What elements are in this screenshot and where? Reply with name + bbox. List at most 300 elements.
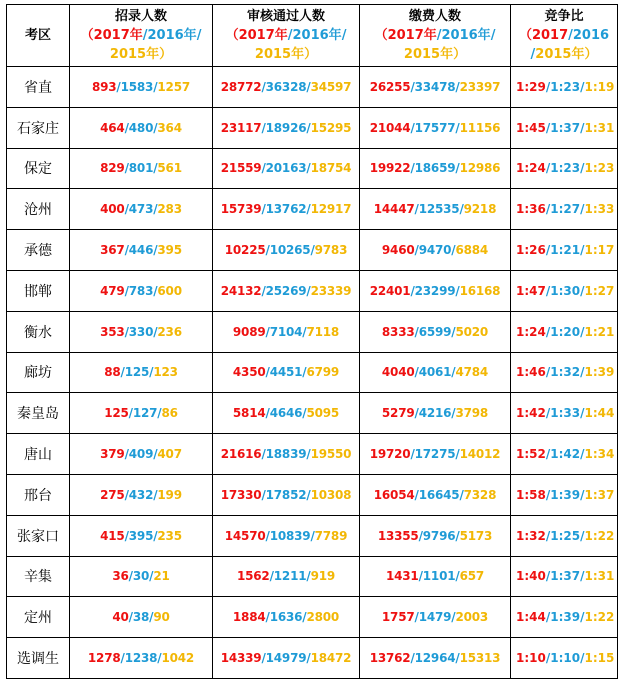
separator: / <box>306 202 311 217</box>
separator: / <box>261 202 266 217</box>
paid-cell <box>360 393 511 434</box>
paid-value-2017: 19922 <box>369 161 411 176</box>
recruitment-table <box>6 4 618 679</box>
recruit-value-2015: 407 <box>157 447 182 462</box>
separator: / <box>153 487 158 502</box>
ratio-value-2017: 1:47 <box>516 283 546 298</box>
paid-value-2015: 16168 <box>459 283 501 298</box>
separator: / <box>120 365 125 380</box>
paid-cell <box>360 230 511 271</box>
separator: / <box>451 243 456 258</box>
recruit-value-2016: 125 <box>124 365 150 380</box>
separator: / <box>580 120 585 135</box>
approved-value-2016: 17852 <box>265 487 307 502</box>
recruit-value-2017: 479 <box>100 283 125 298</box>
recruit-value-2016: 432 <box>128 487 154 502</box>
separator: / <box>580 79 585 94</box>
ratio-value-2017: 1:26 <box>516 243 546 258</box>
ratio-value-2015: 1:31 <box>584 120 615 135</box>
approved-value-2017: 14339 <box>220 651 262 666</box>
separator: / <box>580 569 585 584</box>
paid-value-2015: 7328 <box>463 487 497 502</box>
separator: / <box>265 365 270 380</box>
ratio-value-2016: 1:23 <box>550 79 581 94</box>
separator: / <box>306 651 311 666</box>
paid-value-2017: 5279 <box>381 406 415 421</box>
separator: / <box>261 161 266 176</box>
ratio-value-2015: 1:21 <box>584 324 615 339</box>
separator: / <box>451 324 456 339</box>
approved-cell <box>213 515 360 556</box>
region-cell: 张家口 <box>7 515 70 556</box>
ratio-value-2015: 1:23 <box>584 161 615 176</box>
recruit-value-2016: 38 <box>132 610 150 625</box>
recruit-value-2015: 1257 <box>157 79 191 94</box>
separator: / <box>153 79 158 94</box>
table-row <box>7 597 618 638</box>
separator: / <box>153 243 158 258</box>
separator: / <box>124 283 129 298</box>
separator: / <box>149 569 154 584</box>
ratio-value-2016: 1:32 <box>550 365 581 380</box>
ratio-value-2016: 1:10 <box>550 651 581 666</box>
paid-value-2015: 15313 <box>459 651 501 666</box>
approved-value-2016: 18839 <box>265 447 307 462</box>
paid-value-2016: 23299 <box>414 283 456 298</box>
region-cell: 石家庄 <box>7 107 70 148</box>
recruit-value-2016: 473 <box>128 202 154 217</box>
separator: / <box>153 161 158 176</box>
separator: / <box>455 120 460 135</box>
table-row <box>7 230 618 271</box>
ratio-cell <box>511 311 618 352</box>
recruit-cell <box>70 148 213 189</box>
approved-value-2015: 5095 <box>306 406 340 421</box>
separator: / <box>124 202 129 217</box>
ratio-cell <box>511 515 618 556</box>
approved-value-2015: 7118 <box>306 324 340 339</box>
recruit-value-2016: 446 <box>128 243 154 258</box>
separator: / <box>580 406 585 421</box>
paid-value-2016: 4061 <box>418 365 452 380</box>
approved-value-2017: 1884 <box>232 610 266 625</box>
approved-value-2016: 7104 <box>269 324 303 339</box>
ratio-value-2017: 1:44 <box>516 610 546 625</box>
paid-value-2017: 16054 <box>373 487 415 502</box>
paid-value-2016: 16645 <box>418 487 460 502</box>
ratio-value-2015: 1:31 <box>584 569 615 584</box>
separator: / <box>580 202 585 217</box>
approved-value-2016: 20163 <box>265 161 307 176</box>
ratio-value-2016: 1:39 <box>550 487 581 502</box>
separator: / <box>455 283 460 298</box>
separator: / <box>128 610 133 625</box>
region-cell: 省直 <box>7 67 70 108</box>
separator: / <box>306 161 311 176</box>
separator: / <box>124 447 129 462</box>
paid-cell <box>360 597 511 638</box>
paid-value-2017: 21044 <box>369 120 411 135</box>
paid-cell <box>360 556 511 597</box>
separator: / <box>306 447 311 462</box>
separator: / <box>261 79 266 94</box>
separator: / <box>124 324 129 339</box>
recruit-value-2017: 40 <box>112 610 129 625</box>
recruit-value-2015: 199 <box>157 487 182 502</box>
recruit-value-2017: 36 <box>112 569 129 584</box>
paid-value-2015: 14012 <box>459 447 501 462</box>
recruit-cell <box>70 515 213 556</box>
recruit-cell <box>70 597 213 638</box>
separator: / <box>580 283 585 298</box>
separator: / <box>414 610 419 625</box>
approved-value-2017: 9089 <box>232 324 266 339</box>
paid-value-2017: 8333 <box>381 324 415 339</box>
ratio-cell <box>511 230 618 271</box>
ratio-value-2016: 1:39 <box>550 610 581 625</box>
paid-value-2016: 17577 <box>414 120 456 135</box>
separator: / <box>265 324 270 339</box>
recruit-cell <box>70 189 213 230</box>
recruit-value-2016: 409 <box>128 447 154 462</box>
approved-cell <box>213 67 360 108</box>
paid-value-2016: 18659 <box>414 161 456 176</box>
paid-value-2017: 4040 <box>381 365 415 380</box>
separator: / <box>418 528 423 543</box>
separator: / <box>124 120 129 135</box>
separator: / <box>545 651 551 666</box>
recruit-cell <box>70 434 213 475</box>
separator: / <box>261 447 266 462</box>
separator: / <box>128 406 133 421</box>
ratio-value-2016: 1:23 <box>550 161 581 176</box>
recruit-cell <box>70 352 213 393</box>
paid-cell <box>360 311 511 352</box>
table-row <box>7 311 618 352</box>
recruit-value-2016: 801 <box>128 161 154 176</box>
separator: / <box>545 243 551 258</box>
paid-value-2016: 33478 <box>414 79 456 94</box>
separator: / <box>410 120 415 135</box>
approved-value-2016: 18926 <box>265 120 307 135</box>
separator: / <box>149 365 154 380</box>
header-region: 考区 <box>7 5 70 67</box>
separator: / <box>414 406 419 421</box>
region-cell: 保定 <box>7 148 70 189</box>
separator: / <box>455 528 460 543</box>
ratio-value-2017: 1:58 <box>516 487 546 502</box>
separator: / <box>451 406 456 421</box>
approved-value-2017: 28772 <box>220 79 262 94</box>
approved-cell <box>213 597 360 638</box>
paid-value-2015: 657 <box>459 569 485 584</box>
separator: / <box>418 569 423 584</box>
approved-cell <box>213 270 360 311</box>
separator: / <box>124 487 129 502</box>
paid-cell <box>360 474 511 515</box>
table-row <box>7 515 618 556</box>
separator: / <box>459 487 464 502</box>
paid-cell <box>360 515 511 556</box>
recruit-value-2017: 415 <box>100 528 125 543</box>
separator: / <box>306 79 311 94</box>
approved-value-2016: 13762 <box>265 202 307 217</box>
separator: / <box>153 447 158 462</box>
approved-cell <box>213 556 360 597</box>
recruit-value-2016: 1238 <box>124 651 158 666</box>
ratio-cell <box>511 270 618 311</box>
recruit-value-2015: 235 <box>157 528 182 543</box>
separator: / <box>149 610 154 625</box>
ratio-value-2015: 1:37 <box>584 487 615 502</box>
table-row <box>7 270 618 311</box>
ratio-value-2015: 1:22 <box>584 610 615 625</box>
separator: / <box>116 79 121 94</box>
ratio-value-2017: 1:24 <box>516 161 546 176</box>
approved-value-2015: 9783 <box>314 243 348 258</box>
separator: / <box>269 569 274 584</box>
approved-value-2017: 17330 <box>220 487 262 502</box>
separator: / <box>153 202 158 217</box>
approved-value-2016: 4451 <box>269 365 303 380</box>
separator: / <box>302 610 307 625</box>
approved-value-2015: 12917 <box>310 202 352 217</box>
approved-value-2016: 1636 <box>269 610 303 625</box>
separator: / <box>153 283 158 298</box>
paid-value-2016: 17275 <box>414 447 456 462</box>
ratio-value-2017: 1:40 <box>516 569 546 584</box>
separator: / <box>545 120 551 135</box>
ratio-value-2016: 1:25 <box>550 528 581 543</box>
recruit-value-2017: 400 <box>100 202 125 217</box>
paid-value-2016: 1479 <box>418 610 452 625</box>
approved-value-2017: 5814 <box>232 406 266 421</box>
paid-value-2017: 13355 <box>377 528 419 543</box>
separator: / <box>580 528 585 543</box>
paid-value-2017: 9460 <box>381 243 415 258</box>
approved-value-2016: 4646 <box>269 406 303 421</box>
ratio-value-2015: 1:44 <box>584 406 615 421</box>
recruit-cell <box>70 556 213 597</box>
paid-cell <box>360 352 511 393</box>
ratio-value-2016: 1:37 <box>550 569 581 584</box>
separator: / <box>261 487 266 502</box>
region-cell: 邢台 <box>7 474 70 515</box>
ratio-value-2016: 1:20 <box>550 324 581 339</box>
paid-value-2016: 6599 <box>418 324 452 339</box>
header-recruit: 招录人数 （2017年/2016年/ 2015年） <box>70 5 213 67</box>
recruit-value-2015: 90 <box>153 610 170 625</box>
separator: / <box>545 79 551 94</box>
region-cell: 选调生 <box>7 638 70 679</box>
approved-value-2017: 4350 <box>232 365 266 380</box>
paid-value-2017: 1431 <box>385 569 419 584</box>
paid-value-2015: 2003 <box>455 610 489 625</box>
separator: / <box>306 569 311 584</box>
separator: / <box>153 120 158 135</box>
separator: / <box>580 365 585 380</box>
ratio-value-2016: 1:37 <box>550 120 581 135</box>
region-cell: 邯郸 <box>7 270 70 311</box>
approved-cell <box>213 474 360 515</box>
recruit-value-2017: 88 <box>104 365 121 380</box>
separator: / <box>455 651 460 666</box>
region-cell: 衡水 <box>7 311 70 352</box>
separator: / <box>265 406 270 421</box>
approved-value-2015: 6799 <box>306 365 340 380</box>
separator: / <box>451 365 456 380</box>
recruit-value-2016: 30 <box>132 569 150 584</box>
separator: / <box>455 161 460 176</box>
paid-value-2015: 9218 <box>463 202 497 217</box>
recruit-cell <box>70 230 213 271</box>
separator: / <box>306 283 311 298</box>
approved-value-2017: 21616 <box>220 447 262 462</box>
approved-cell <box>213 311 360 352</box>
ratio-value-2015: 1:17 <box>584 243 615 258</box>
approved-cell <box>213 107 360 148</box>
paid-value-2016: 12964 <box>414 651 456 666</box>
approved-value-2017: 14570 <box>224 528 266 543</box>
table-row <box>7 352 618 393</box>
approved-value-2016: 14979 <box>265 651 307 666</box>
paid-value-2015: 4784 <box>455 365 489 380</box>
approved-value-2015: 18754 <box>310 161 352 176</box>
recruit-value-2016: 480 <box>128 120 154 135</box>
separator: / <box>580 651 585 666</box>
recruit-cell <box>70 638 213 679</box>
ratio-cell <box>511 434 618 475</box>
separator: / <box>580 161 585 176</box>
ratio-value-2015: 1:34 <box>584 447 615 462</box>
paid-value-2015: 6884 <box>455 243 489 258</box>
separator: / <box>153 324 158 339</box>
table-row <box>7 556 618 597</box>
separator: / <box>120 651 125 666</box>
approved-cell <box>213 189 360 230</box>
ratio-cell <box>511 556 618 597</box>
ratio-value-2017: 1:36 <box>516 202 546 217</box>
separator: / <box>459 202 464 217</box>
paid-value-2017: 19720 <box>369 447 411 462</box>
paid-value-2016: 4216 <box>418 406 452 421</box>
ratio-value-2017: 1:52 <box>516 447 546 462</box>
separator: / <box>306 120 311 135</box>
approved-value-2015: 2800 <box>306 610 340 625</box>
ratio-value-2015: 1:39 <box>584 365 615 380</box>
recruit-cell <box>70 270 213 311</box>
separator: / <box>157 406 162 421</box>
recruit-cell <box>70 393 213 434</box>
paid-cell <box>360 107 511 148</box>
separator: / <box>414 365 419 380</box>
table-row <box>7 148 618 189</box>
region-cell: 辛集 <box>7 556 70 597</box>
ratio-cell <box>511 393 618 434</box>
separator: / <box>545 610 551 625</box>
separator: / <box>124 528 129 543</box>
approved-cell <box>213 393 360 434</box>
separator: / <box>302 365 307 380</box>
recruit-value-2017: 367 <box>100 243 125 258</box>
paid-value-2016: 12535 <box>418 202 460 217</box>
recruit-value-2016: 395 <box>128 528 154 543</box>
approved-value-2016: 1211 <box>273 569 307 584</box>
ratio-value-2015: 1:19 <box>584 79 615 94</box>
ratio-value-2016: 1:21 <box>550 243 581 258</box>
region-cell: 廊坊 <box>7 352 70 393</box>
ratio-value-2015: 1:33 <box>584 202 615 217</box>
region-cell: 沧州 <box>7 189 70 230</box>
separator: / <box>455 569 460 584</box>
approved-value-2015: 23339 <box>310 283 352 298</box>
separator: / <box>410 79 415 94</box>
approved-cell <box>213 638 360 679</box>
separator: / <box>545 528 551 543</box>
table-row <box>7 434 618 475</box>
recruit-cell <box>70 107 213 148</box>
approved-value-2015: 7789 <box>314 528 348 543</box>
separator: / <box>545 447 551 462</box>
ratio-value-2017: 1:10 <box>516 651 546 666</box>
paid-value-2015: 5020 <box>455 324 489 339</box>
approved-value-2017: 10225 <box>224 243 266 258</box>
approved-value-2015: 10308 <box>310 487 352 502</box>
approved-value-2017: 21559 <box>220 161 262 176</box>
recruit-value-2015: 364 <box>157 120 182 135</box>
recruit-value-2017: 893 <box>91 79 117 94</box>
table-row <box>7 638 618 679</box>
approved-value-2015: 34597 <box>310 79 352 94</box>
separator: / <box>545 365 551 380</box>
recruit-value-2016: 330 <box>128 324 154 339</box>
separator: / <box>451 610 456 625</box>
paid-value-2016: 9796 <box>422 528 456 543</box>
paid-value-2015: 12986 <box>459 161 501 176</box>
recruit-value-2017: 829 <box>100 161 125 176</box>
approved-value-2015: 19550 <box>310 447 352 462</box>
separator: / <box>545 324 551 339</box>
region-cell: 定州 <box>7 597 70 638</box>
recruit-value-2015: 600 <box>157 283 182 298</box>
ratio-cell <box>511 638 618 679</box>
paid-cell <box>360 189 511 230</box>
ratio-value-2015: 1:27 <box>584 283 615 298</box>
approved-cell <box>213 434 360 475</box>
approved-value-2016: 25269 <box>265 283 307 298</box>
separator: / <box>455 79 460 94</box>
approved-value-2016: 10839 <box>269 528 311 543</box>
separator: / <box>580 447 585 462</box>
approved-cell <box>213 230 360 271</box>
separator: / <box>310 243 315 258</box>
ratio-value-2017: 1:29 <box>516 79 546 94</box>
separator: / <box>414 324 419 339</box>
separator: / <box>302 406 307 421</box>
paid-cell <box>360 270 511 311</box>
paid-value-2015: 23397 <box>459 79 501 94</box>
table-row <box>7 107 618 148</box>
separator: / <box>580 610 585 625</box>
approved-value-2016: 10265 <box>269 243 311 258</box>
paid-cell <box>360 638 511 679</box>
separator: / <box>580 324 585 339</box>
ratio-value-2017: 1:42 <box>516 406 546 421</box>
separator: / <box>265 243 270 258</box>
paid-value-2017: 1757 <box>381 610 415 625</box>
recruit-value-2017: 464 <box>100 120 125 135</box>
separator: / <box>261 120 266 135</box>
